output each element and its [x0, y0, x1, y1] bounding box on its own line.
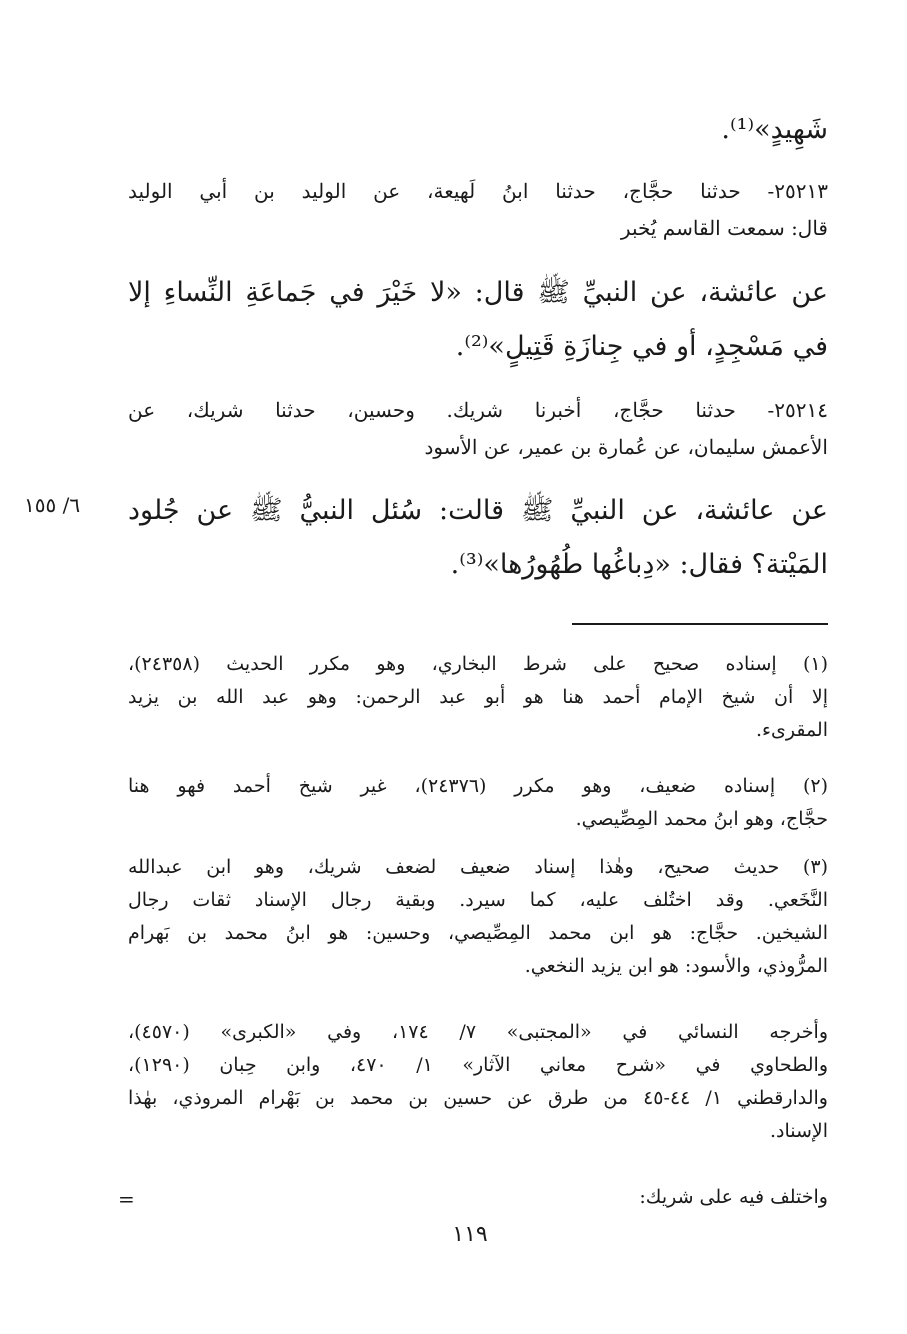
hadith-25213-matn: [128, 266, 828, 374]
footnote-separator: [572, 623, 828, 625]
footnote-line: وأخرجه النسائي في «المجتبى» ٧/ ١٧٤، وفي «الكبرى» (٤٥٧٠)،: [128, 1021, 828, 1043]
footnote-line: حجَّاج، وهو ابنُ محمد المِصِّيصي.: [575, 808, 828, 830]
footnote-line: والدارقطني ١/ ٤٤-٤٥ من طرق عن حسين بن محمد بن بَهْرام المروذي، بهٰذا: [128, 1087, 828, 1109]
isnad-line: قال: سمعت القاسم يُخبر: [620, 216, 828, 240]
footnote-3: [128, 851, 828, 983]
footnote-line: الإسناد.: [769, 1120, 828, 1142]
footnote-1: [128, 648, 828, 747]
hadith-25214-isnad: [128, 392, 828, 466]
hadith-25214-matn: [128, 484, 828, 592]
footnote-line: (٢) إسناده ضعيف، وهو مكرر (٢٤٣٧٦)، غير شيخ أحمد فهو هنا: [128, 775, 828, 797]
footnote-2: [128, 770, 828, 836]
isnad-line: ٢٥٢١٣- حدثنا حجَّاج، حدثنا ابنُ لَهيعة، عن الوليد بن أبي الوليد: [128, 179, 828, 203]
matn-line: عن عائشة، عن النبيِّ ﷺ قالت: سُئل النبيُّ ﷺ عن جُلود: [128, 495, 828, 526]
footnote-line: المقرىء.: [756, 719, 828, 741]
continuation-mark: =: [118, 1187, 135, 1211]
footnote-final: [128, 1181, 828, 1214]
matn-line: المَيْتة؟ فقال: «دِباغُها طُهُورُها»⁽³⁾.: [450, 549, 828, 580]
hadith-25213-isnad: [128, 173, 828, 247]
footnote-line: الشيخين. حجَّاج: هو ابن محمد المِصِّيصي، وحسين: هو ابنُ محمد بن بَهرام: [128, 922, 828, 944]
footnote-line: واختلف فيه على شريك:: [639, 1186, 828, 1208]
matn-line: في مَسْجِدٍ، أو في جِنازَةِ قَتِيلٍ»⁽²⁾.: [455, 331, 828, 362]
isnad-line: ٢٥٢١٤- حدثنا حجَّاج، أخبرنا شريك. وحسين، حدثنا شريك، عن: [128, 398, 828, 422]
opening-line: شَهِيدٍ»⁽¹⁾.: [721, 114, 828, 145]
opening-line-block: [128, 103, 828, 157]
footnote-line: النَّخَعي. وقد اختُلف عليه، كما سيرد. وبقية رجال الإسناد ثقات رجال: [128, 889, 828, 911]
footnote-line: (١) إسناده صحيح على شرط البخاري، وهو مكرر الحديث (٢٤٣٥٨)،: [128, 653, 828, 675]
footnote-line: (٣) حديث صحيح، وهٰذا إسناد ضعيف لضعف شريك، وهو ابن عبدالله: [128, 856, 828, 878]
isnad-line: الأعمش سليمان، عن عُمارة بن عمير، عن الأسود: [424, 435, 828, 459]
footnote-line: المرُّوذي، والأسود: هو ابن يزيد النخعي.: [524, 955, 828, 977]
page-number: ١١٩: [452, 1222, 488, 1247]
footnote-3-continued: [128, 1016, 828, 1148]
footnote-line: والطحاوي في «شرح معاني الآثار» ١/ ٤٧٠، وابن حِبان (١٢٩٠)،: [128, 1054, 828, 1076]
volume-page-reference: ٦/ ١٥٥: [24, 493, 81, 517]
footnote-line: إلا أن شيخ الإمام أحمد هنا هو أبو عبد الرحمن: وهو عبد الله بن يزيد: [128, 686, 828, 708]
matn-line: عن عائشة، عن النبيِّ ﷺ قال: «لا خَيْرَ في جَماعَةِ النِّساءِ إلا: [128, 277, 828, 308]
